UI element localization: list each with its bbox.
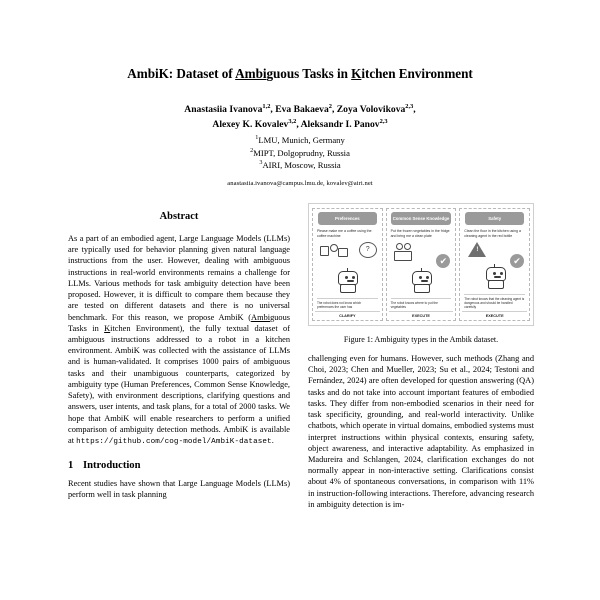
panel-instruction: Please make me a coffee using the coffee machine [316, 229, 372, 239]
robot-icon [336, 271, 358, 291]
abstract-text-c: itchen Environment), the fully textual dataset of ambiguous instructions addressed to a robot in a kitchen environment. AmbiK was collected with the assistance of LLMs and is human-validated. It comprises 1000 pairs of ambiguous tasks and their unambiguous counterparts, categorized by ambiguity type (Human Preferences, Common Sense Knowledge, Safety), with environment descriptions, clarifying questions and answers, user intents, and task plans, for a total of 2000 tasks. We hope that AmbiK will enable researchers to perform a unified comparison of ambiguity detection methods. AmbiK is available at [68, 323, 290, 445]
abstract-paragraph [68, 233, 290, 447]
abstract-underline-k: K [104, 323, 111, 333]
author-line-1 [60, 102, 540, 117]
abstract-text-end: . [271, 435, 274, 445]
author-kovalev-affil: 3,2 [288, 117, 297, 125]
left-column [68, 203, 290, 501]
author-bakaeva-affil: 2 [328, 102, 332, 110]
panel-illustration [462, 240, 527, 293]
panel-title: Common Sense Knowledge [391, 212, 450, 225]
figure-panel-preferences [312, 208, 383, 321]
author-panov-affil: 2,3 [379, 117, 388, 125]
kitchen-objects-icon [319, 242, 349, 264]
panel-footnote: The robot knows where to put the vegetables [391, 298, 452, 309]
robot-icon [410, 271, 432, 291]
hazard-warning-icon: ! [468, 242, 486, 257]
panel-instruction: Put the frozen vegetables in the fridge and bring me a clean plate [390, 229, 450, 239]
section-heading-introduction [68, 460, 290, 471]
abstract-text-a: As a part of an embodied agent, Large Language Models (LLMs) are typically used for behavior planning given natural language instructions from the user. However, dealing with ambiguous instructions in real-world environments remains a challenge for LLMs. Various methods for task ambiguity detection have been proposed. However, it is difficult to compare them because they are tested on different datasets and there is no universal benchmark. For this reason, we propose AmbiK ( [68, 234, 290, 322]
abstract-text-b: guous Tasks in [68, 312, 290, 333]
author-ivanova-affil: 1,2 [262, 102, 271, 110]
author-volovikova: , Zoya Volovikova [331, 104, 406, 116]
contact-emails[interactable]: anastasiia.ivanova@campus.lmu.de, kovalev@airi.net [227, 179, 373, 187]
affiliation-marker: 2 [250, 147, 254, 155]
check-badge-icon: ✔ [510, 254, 524, 268]
affiliation-item [0, 147, 600, 159]
panel-title: Preferences [318, 212, 377, 225]
panel-action-label: CLARIFY [315, 311, 380, 318]
panel-instruction: Clean the floor in the kitchen using a cleaning agent in the red bottle [464, 229, 521, 239]
panel-footnote: The robot knows that the cleaning agent is dangerous and should be handled carefully [464, 294, 525, 309]
author-line-2 [60, 117, 540, 132]
author-ivanova: Anastasiia Ivanova [184, 104, 263, 116]
author-volovikova-affil: 2,3 [405, 102, 414, 110]
title-part-5: itchen Environment [361, 66, 473, 81]
figure-image [308, 203, 534, 326]
affiliation-marker: 1 [255, 134, 259, 142]
title-part-4-underlined: K [351, 66, 362, 81]
title-part-3: guous Tasks in [266, 66, 352, 81]
title-part-1: AmbiK: Dataset of [127, 66, 236, 81]
author-panov: , Aleksandr I. Panov [296, 118, 380, 130]
dataset-url[interactable]: https://github.com/cog-model/AmbiK-dataset [76, 437, 272, 446]
introduction-paragraph: Recent studies have shown that Large Language Models (LLMs) perform well in task planning [68, 479, 290, 500]
vegetables-icon [393, 242, 423, 264]
panel-illustration [315, 240, 380, 297]
right-column-paragraph: challenging even for humans. However, such methods (Zhang and Choi, 2023; Chen and Mueller, 2023; Su et al., 2024; Testoni and Fernández, 2024) are often developed for question answering (QA) tasks and do not take into account important features of embodied tasks. They differ from non-embodied scenarios in their need for task specificity, grounding, and real-world interactivity. Unlike chatbots, which operate in virtual domains, embodied systems must interpret instructions within physical contexts, ensuring safety, object awareness, and interactive adaptability. As emphasized in Madureira and Schlangen, 2024, clarification exchanges do not normally appear in non-interactive setting. Clarifications consist about 4% of spontaneous conversations, in comparison with 11% in instruction-following interactions. Therefore, advancing research in ambiguity detection is im- [308, 354, 534, 509]
figure-panel-safety [459, 208, 530, 321]
figure-panel-common-sense [386, 208, 457, 321]
author-bakaeva: , Eva Bakaeva [270, 104, 329, 116]
affiliation-text: LMU, Munich, Germany [258, 135, 345, 146]
abstract-underline-ambi: Ambi [251, 312, 271, 322]
author-line1-comma: , [413, 104, 416, 116]
panel-footnote: The robot does not know which preferences the user has [317, 298, 378, 309]
two-column-body [0, 203, 600, 600]
author-list [0, 102, 600, 132]
section-title: Introduction [83, 460, 141, 472]
panel-action-label: EXECUTE [462, 311, 527, 318]
affiliation-item [0, 159, 600, 171]
abstract-heading: Abstract [159, 211, 199, 222]
author-kovalev: Alexey K. Kovalev [212, 118, 289, 130]
page-title [0, 0, 600, 82]
affiliation-marker: 3 [259, 159, 263, 167]
figure-caption: Figure 1: Ambiguity types in the Ambik dataset. [343, 335, 499, 344]
affiliation-item [0, 134, 600, 146]
thought-bubble-icon: ? [359, 242, 377, 258]
panel-illustration [389, 240, 454, 297]
check-badge-icon: ✔ [436, 254, 450, 268]
affiliation-text: MIPT, Dolgoprudny, Russia [253, 147, 350, 158]
panel-action-label: EXECUTE [389, 311, 454, 318]
figure-1 [308, 203, 534, 344]
section-number: 1 [68, 460, 74, 472]
title-part-2-underlined: Ambi [235, 66, 267, 81]
robot-icon [484, 267, 506, 287]
right-column [308, 203, 534, 510]
affiliation-text: AIRI, Moscow, Russia [262, 160, 341, 171]
panel-title: Safety [465, 212, 524, 225]
affiliation-list [0, 134, 600, 171]
